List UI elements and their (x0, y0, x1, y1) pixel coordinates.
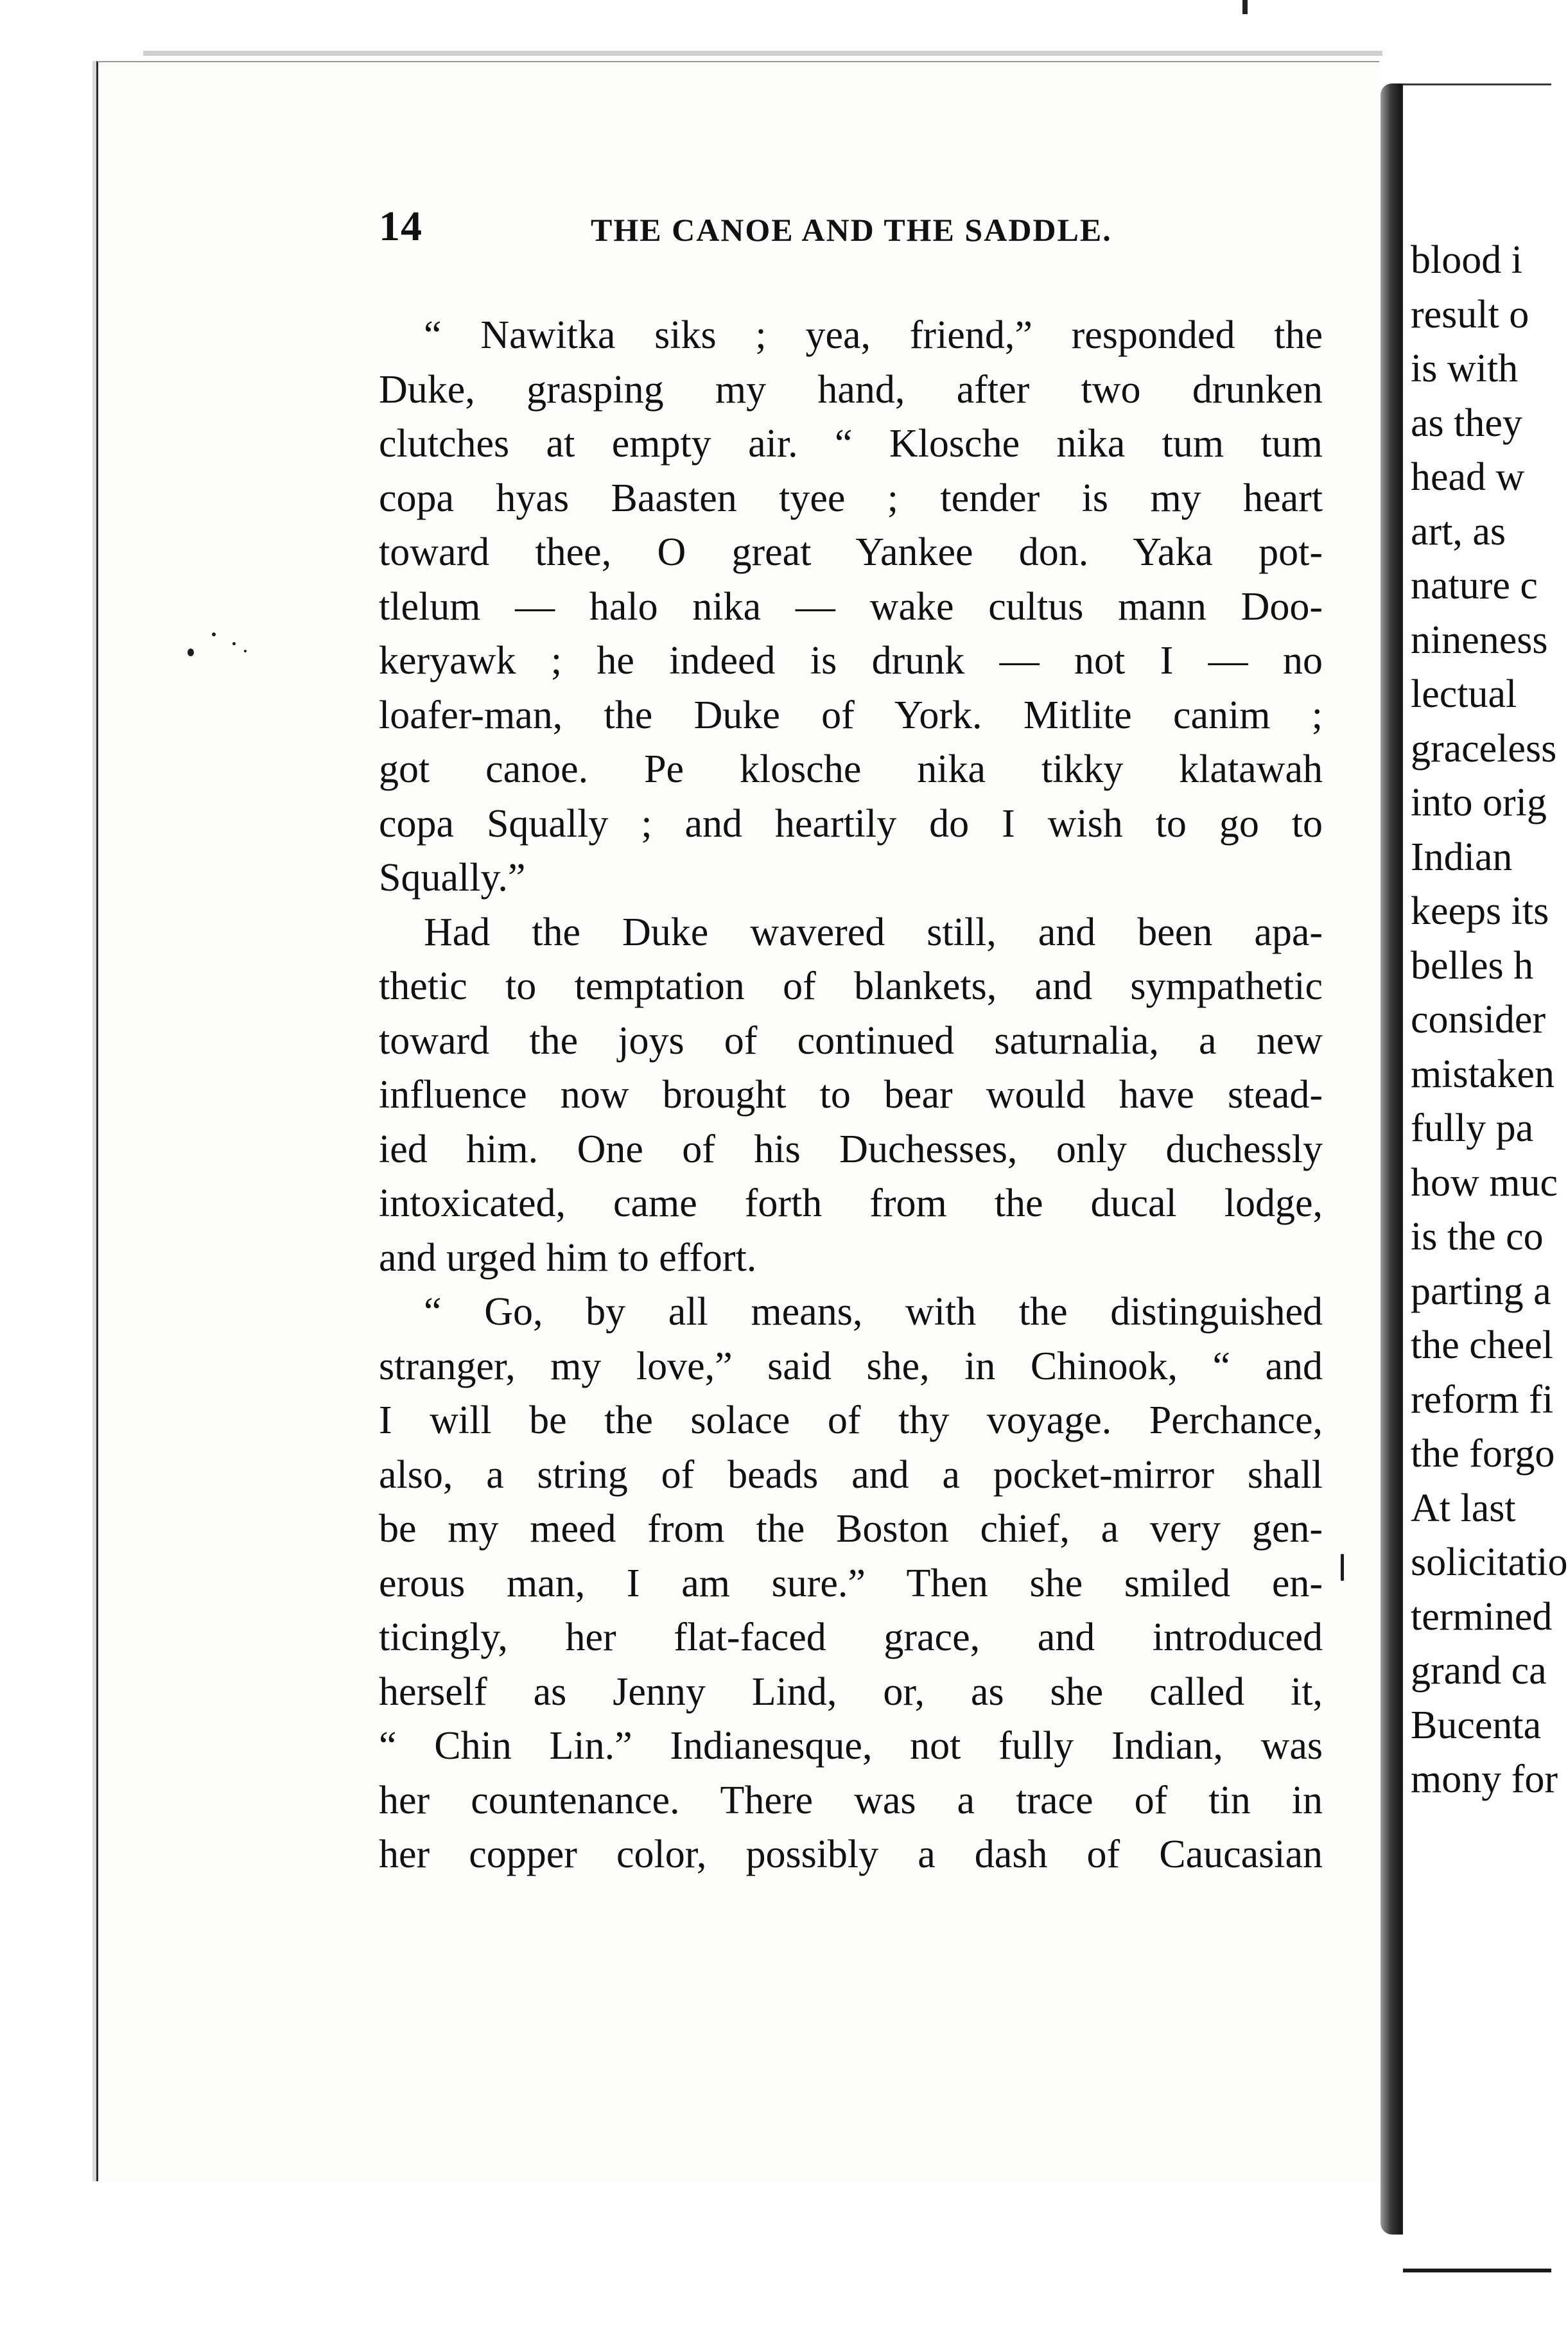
facing-page-line: parting a (1411, 1269, 1551, 1313)
facing-page-line: grand ca (1411, 1649, 1547, 1693)
text-line: her countenance. There was a trace of tin in (379, 1778, 1323, 1822)
facing-page-line: head w (1411, 455, 1525, 499)
text-line: toward thee, O great Yankee don. Yaka pot- (379, 530, 1323, 574)
speck (187, 649, 194, 656)
text-line: intoxicated, came forth from the ducal lodge, (379, 1181, 1323, 1225)
running-head: THE CANOE AND THE SADDLE. (591, 212, 1112, 248)
speck (244, 650, 247, 652)
facing-page-line: art, as (1411, 509, 1506, 553)
facing-page-line: Indian (1411, 835, 1513, 879)
facing-page-line: nineness (1411, 618, 1548, 662)
facing-page-line: graceless (1411, 726, 1557, 771)
facing-page-line: lectual (1411, 672, 1517, 716)
scan-mark (1242, 0, 1248, 14)
text-line: stranger, my love,” said she, in Chinook, “ and (379, 1344, 1323, 1388)
speck (212, 632, 216, 636)
facing-page-line: blood i (1411, 238, 1522, 282)
facing-page-line: is the co (1411, 1215, 1544, 1259)
text-line: and urged him to effort. (379, 1235, 757, 1280)
text-line: also, a string of beads and a pocket-mirror shall (379, 1452, 1323, 1497)
text-line: be my meed from the Boston chief, a very gen- (379, 1507, 1323, 1551)
text-line: herself as Jenny Lind, or, as she called it, (379, 1669, 1323, 1714)
text-line: keryawk ; he indeed is drunk — not I — no (379, 639, 1323, 683)
speck (1341, 1554, 1344, 1581)
facing-page-line: fully pa (1411, 1106, 1534, 1150)
facing-page-line: into orig (1411, 781, 1547, 824)
facing-page-line: At last (1411, 1486, 1516, 1530)
page-header (379, 202, 1323, 266)
text-line: influence now brought to bear would have stead- (379, 1073, 1323, 1117)
facing-page-line: solicitatio (1411, 1540, 1568, 1584)
facing-page-line: nature c (1411, 564, 1538, 607)
text-line: “ Nawitka siks ; yea, friend,” responded the (424, 313, 1323, 357)
facing-page-line: as they (1411, 401, 1522, 445)
facing-page-line: is with (1411, 347, 1519, 390)
text-line: loafer-man, the Duke of York. Mitlite canim ; (379, 693, 1323, 737)
facing-page-line: belles h (1411, 943, 1534, 988)
text-line: thetic to temptation of blankets, and sympathetic (379, 964, 1323, 1008)
facing-page-line: mistaken (1411, 1052, 1555, 1096)
facing-page-line: termined (1411, 1594, 1553, 1639)
body-text (379, 308, 1323, 1882)
text-line: Duke, grasping my hand, after two drunken (379, 367, 1323, 412)
text-line: clutches at empty air. “ Klosche nika tum tum (379, 422, 1323, 466)
facing-page (1403, 83, 1568, 2272)
text-line: tlelum — halo nika — wake cultus mann Doo- (379, 584, 1323, 629)
text-line: “ Chin Lin.” Indianesque, not fully Indian, was (379, 1724, 1323, 1768)
facing-page-line: the forgo (1411, 1432, 1555, 1476)
facing-page-line: Bucenta (1411, 1703, 1542, 1747)
facing-page-line: mony for (1411, 1757, 1558, 1801)
text-line: her copper color, possibly a dash of Caucasian (379, 1833, 1323, 1876)
text-line: copa hyas Baasten tyee ; tender is my heart (379, 476, 1323, 520)
text-line: Squally.” (379, 856, 526, 900)
page-number: 14 (379, 203, 422, 250)
facing-page-line: keeps its (1411, 889, 1549, 933)
text-line: ied him. One of his Duchesses, only duchessly (379, 1127, 1323, 1171)
text-line: I will be the solace of thy voyage. Perchance, (379, 1399, 1323, 1442)
text-line: ticingly, her flat-faced grace, and introduced (379, 1616, 1323, 1659)
text-line: Had the Duke wavered still, and been apa- (424, 910, 1323, 954)
text-line: toward the joys of continued saturnalia, a new (379, 1018, 1323, 1063)
facing-page-line: how muc (1411, 1160, 1558, 1205)
facing-page-line: reform fi (1411, 1377, 1554, 1422)
text-line: copa Squally ; and heartily do I wish to go to (379, 801, 1323, 846)
facing-page-line: the cheel (1411, 1323, 1554, 1367)
facing-page-line: consider (1411, 998, 1546, 1041)
speck (232, 642, 236, 645)
facing-page-line: result o (1411, 292, 1529, 336)
text-line: erous man, I am sure.” Then she smiled en- (379, 1561, 1323, 1605)
text-line: “ Go, by all means, with the distinguished (424, 1290, 1323, 1334)
text-line: got canoe. Pe klosche nika tikky klatawah (379, 747, 1323, 791)
